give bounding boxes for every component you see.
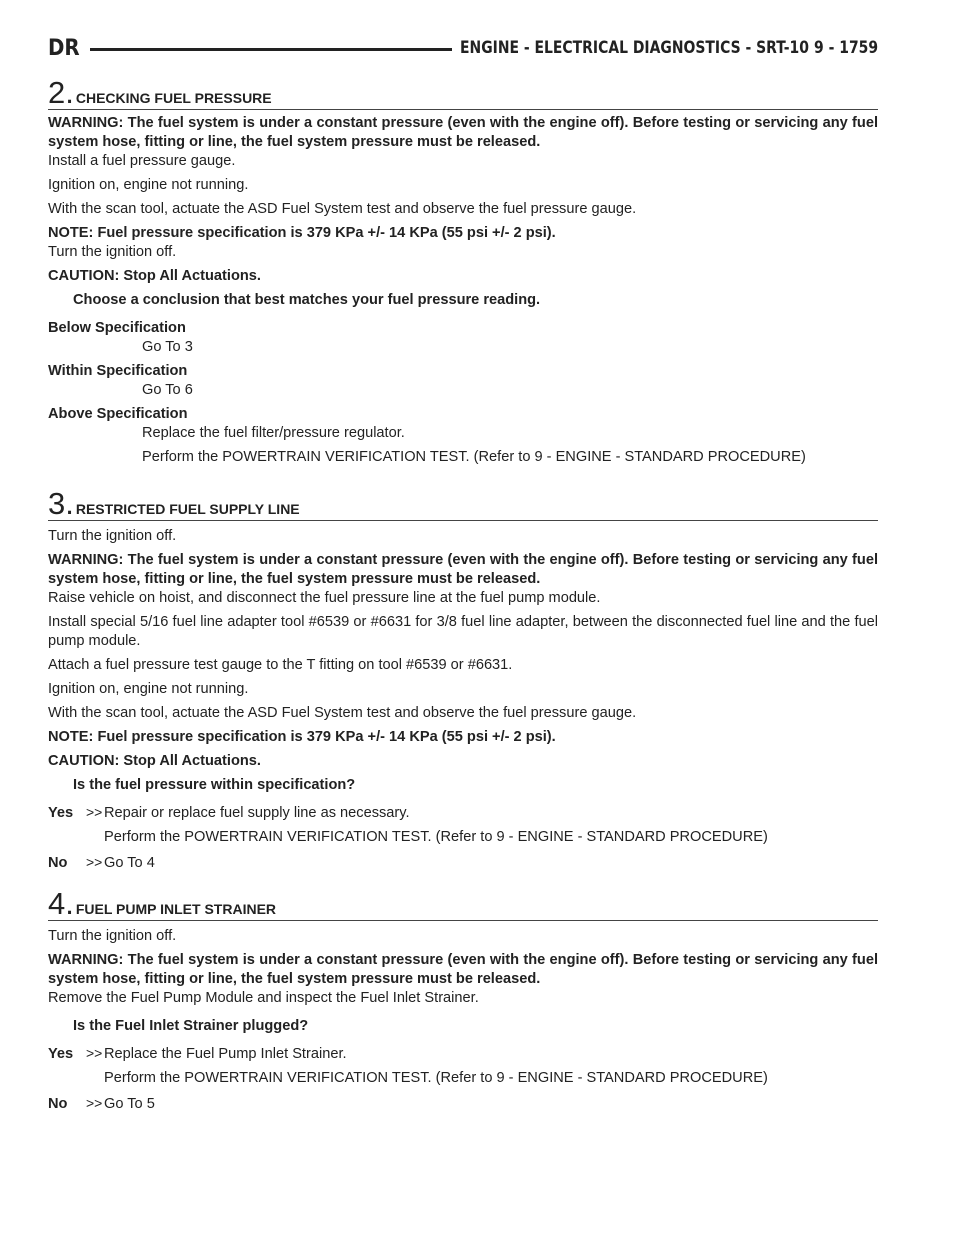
instruction: Install a fuel pressure gauge.	[48, 153, 236, 169]
manual-page	[48, 30, 878, 1114]
step-number: 3.	[48, 486, 74, 521]
step-title: CHECKING FUEL PRESSURE	[75, 90, 272, 106]
option-action: Go To 3	[142, 339, 193, 355]
arrow-icon: >>	[86, 1045, 103, 1061]
option-label: Below Specification	[48, 320, 186, 336]
instruction: Ignition on, engine not running.	[48, 681, 249, 697]
answer-body	[104, 1095, 878, 1114]
answer-body	[104, 804, 878, 847]
instruction: Ignition on, engine not running.	[48, 177, 249, 193]
option-action: Replace the fuel filter/pressure regulator.	[142, 425, 405, 441]
step-title: FUEL PUMP INLET STRAINER	[75, 901, 277, 917]
answer-action: Repair or replace fuel supply line as necessary.	[104, 805, 410, 821]
instruction: Turn the ignition off.	[48, 244, 177, 260]
answer-action: Perform the POWERTRAIN VERIFICATION TEST. (Refer to 9 - ENGINE - STANDARD PROCEDURE)	[104, 1070, 768, 1086]
answer-body	[104, 854, 878, 873]
option-body	[48, 338, 878, 357]
answer-yes	[48, 1045, 878, 1088]
answer-no	[48, 854, 878, 873]
instruction: With the scan tool, actuate the ASD Fuel System test and observe the fuel pressure gauge.	[48, 201, 637, 217]
option-body	[48, 424, 878, 467]
arrow-icon: >>	[86, 1095, 103, 1111]
answer-yes	[48, 804, 878, 847]
arrow-icon: >>	[86, 854, 103, 870]
step-4	[48, 886, 878, 1114]
option-body	[48, 381, 878, 400]
answer-body	[104, 1045, 878, 1088]
header-rule	[90, 48, 452, 51]
option-action: Perform the POWERTRAIN VERIFICATION TEST. (Refer to 9 - ENGINE - STANDARD PROCEDURE)	[142, 449, 806, 465]
instruction: Turn the ignition off.	[48, 528, 177, 544]
note-text: NOTE: Fuel pressure specification is 379 KPa +/- 14 KPa (55 psi +/- 2 psi).	[48, 729, 556, 745]
answer-label: No	[48, 1096, 68, 1112]
option-action: Go To 6	[142, 382, 193, 398]
warning-text: WARNING: The fuel system is under a constant pressure (even with the engine off). Before testing or servicing any fuel system hose, fitting or line, the fuel system pressure must be released.	[48, 552, 878, 587]
question-text: Is the Fuel Inlet Strainer plugged?	[73, 1018, 309, 1034]
option-label: Above Specification	[48, 406, 188, 422]
question-text: Is the fuel pressure within specification?	[73, 777, 356, 793]
instruction: Turn the ignition off.	[48, 928, 177, 944]
header-title: ENGINE - ELECTRICAL DIAGNOSTICS - SRT-10	[460, 38, 809, 58]
step-number: 4.	[48, 886, 74, 921]
answer-action: Replace the Fuel Pump Inlet Strainer.	[104, 1046, 347, 1062]
instruction: With the scan tool, actuate the ASD Fuel System test and observe the fuel pressure gauge.	[48, 705, 637, 721]
instruction: Attach a fuel pressure test gauge to the T fitting on tool #6539 or #6631.	[48, 657, 513, 673]
question-text: Choose a conclusion that best matches your fuel pressure reading.	[73, 292, 541, 308]
answer-action: Perform the POWERTRAIN VERIFICATION TEST. (Refer to 9 - ENGINE - STANDARD PROCEDURE)	[104, 829, 768, 845]
note-text: NOTE: Fuel pressure specification is 379 KPa +/- 14 KPa (55 psi +/- 2 psi).	[48, 225, 556, 241]
step-4-heading	[48, 886, 878, 921]
instruction: Remove the Fuel Pump Module and inspect the Fuel Inlet Strainer.	[48, 990, 479, 1006]
header-page-number: 9 - 1759	[814, 38, 878, 58]
instruction: Raise vehicle on hoist, and disconnect the fuel pressure line at the fuel pump module.	[48, 590, 601, 606]
page-header	[48, 30, 878, 64]
step-number: 2.	[48, 75, 74, 110]
instruction: Install special 5/16 fuel line adapter tool #6539 or #6631 for 3/8 fuel line adapter, between the disconnected fuel line and the fuel pump module.	[48, 614, 878, 649]
answer-no	[48, 1095, 878, 1114]
answer-label: Yes	[48, 805, 74, 821]
step-3-heading	[48, 486, 878, 521]
arrow-icon: >>	[86, 804, 103, 820]
caution-text: CAUTION: Stop All Actuations.	[48, 753, 261, 769]
step-2	[48, 75, 878, 467]
answer-label: Yes	[48, 1046, 74, 1062]
option-label: Within Specification	[48, 363, 188, 379]
caution-text: CAUTION: Stop All Actuations.	[48, 268, 261, 284]
answer-action: Go To 5	[104, 1096, 155, 1112]
warning-text: WARNING: The fuel system is under a constant pressure (even with the engine off). Before testing or servicing any fuel system hose, fitting or line, the fuel system pressure must be released.	[48, 115, 878, 150]
answer-action: Go To 4	[104, 855, 155, 871]
answer-label: No	[48, 855, 68, 871]
step-2-heading	[48, 75, 878, 110]
step-3	[48, 486, 878, 873]
step-title: RESTRICTED FUEL SUPPLY LINE	[75, 501, 300, 517]
warning-text: WARNING: The fuel system is under a constant pressure (even with the engine off). Before testing or servicing any fuel system hose, fitting or line, the fuel system pressure must be released.	[48, 952, 878, 987]
header-section-code: DR	[48, 36, 80, 61]
